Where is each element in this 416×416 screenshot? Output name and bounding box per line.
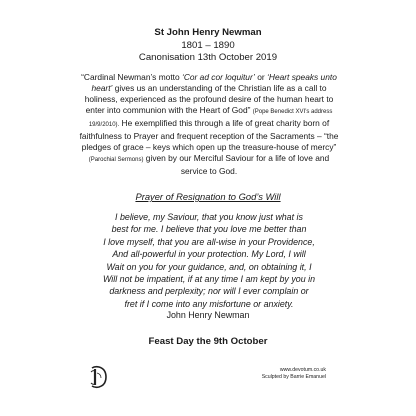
motto-english: ‘Heart speaks unto heart’ (91, 72, 337, 93)
intro-text-1: “Cardinal Newman’s motto (81, 72, 182, 82)
prayer-line: Will not be impatient, if at any time I am kept by you in (102, 274, 316, 285)
intro-text-5: given by our Merciful Saviour for a life of love and service to God. (143, 153, 330, 176)
feast-day: Feast Day the 9th October (148, 336, 268, 347)
prayer-line: Wait on you for your guidance, and, on obtaining it, I (106, 261, 312, 272)
sculptor-credit: Sculpted by Barrie Emanuel (261, 374, 326, 380)
life-dates: 1801 – 1890 (181, 40, 235, 51)
footer-credits (186, 367, 326, 381)
intro-text-2: or (254, 72, 268, 82)
canonisation-date: Canonisation 13th October 2019 (138, 52, 278, 63)
prayer-title-text: Prayer of Resignation to God’s Will (135, 191, 281, 202)
prayer-line: And all-powerful in your protection. My Lord, I will (112, 249, 306, 260)
intro-paragraph (78, 72, 340, 177)
prayer-title (0, 191, 416, 203)
prayer-line: I believe, my Saviour, that you know just what is (115, 212, 303, 222)
motto-latin: ‘Cor ad cor loquitur’ (181, 72, 255, 82)
prayer-line: best for me. I believe that you love me better than (111, 224, 307, 235)
prayer-author: John Henry Newman (166, 310, 250, 320)
prayer-line: fret if I come into any misfortune or anxiety. (124, 298, 294, 309)
prayer-line: darkness and perplexity; nor will I ever complain or (109, 286, 309, 297)
intro-text-4: He exemplified this through a life of great charity born of faithfulness to Prayer and frequent reception of the Sacraments – “the pledges of grace – keys which open up the treasure-house of mercy” (79, 118, 339, 152)
prayer-line: I love myself, that you are all-wise in your Providence, (103, 236, 315, 247)
devotum-logo (89, 365, 109, 389)
card-title: St John Henry Newman (154, 27, 262, 38)
intro-reference-2: (Parochial Sermons) (88, 157, 144, 163)
intro-text-3: gives us an understanding of the Christian life as a call to holiness, experienced as the profound desire of the human heart to enter into communion with the Heart of God” (84, 83, 334, 115)
prayer-text (86, 211, 332, 310)
website-link[interactable]: www.devotum.co.uk (279, 367, 326, 373)
intro-reference-1: (Pope Benedict XVI’s address 19/9/2010). (88, 109, 333, 128)
